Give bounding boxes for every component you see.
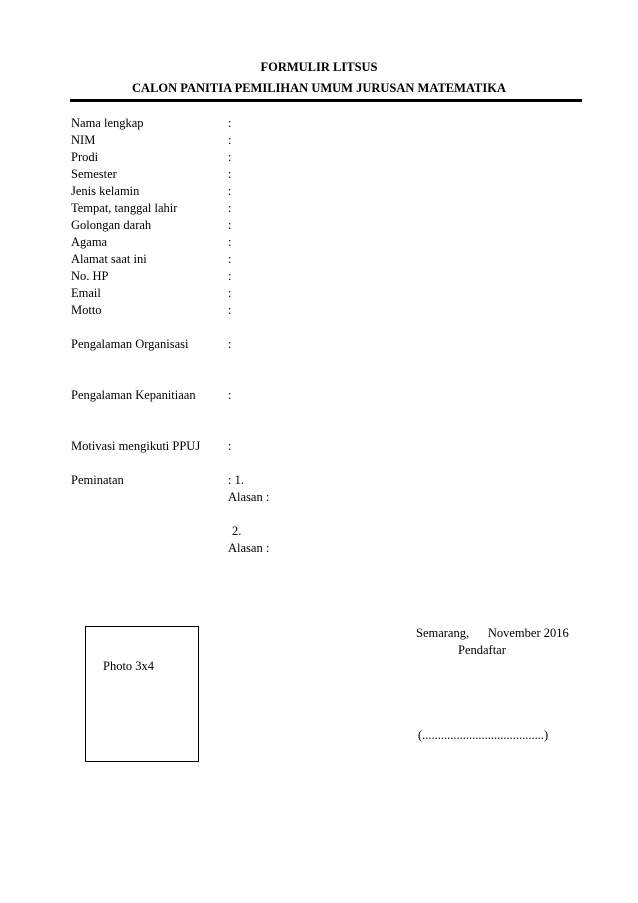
field-label-motivasi: Motivasi mengikuti PPUJ [71, 439, 201, 453]
field-colon: : [228, 286, 232, 300]
field-label-pengalaman-organisasi: Pengalaman Organisasi [71, 337, 189, 351]
field-colon: : [228, 269, 232, 283]
field-label-email: Email [71, 286, 101, 300]
form-title: FORMULIR LITSUS [260, 60, 378, 74]
field-label-golongan-darah: Golongan darah [71, 218, 152, 232]
field-colon: : [228, 133, 232, 147]
signature-role: Pendaftar [458, 643, 506, 657]
field-label-nama: Nama lengkap [71, 116, 144, 130]
field-colon: : [228, 218, 232, 232]
field-label-peminatan: Peminatan [71, 473, 124, 487]
field-label-agama: Agama [71, 235, 108, 249]
field-label-motto: Motto [71, 303, 102, 317]
header-divider [70, 99, 582, 102]
form-subtitle: CALON PANITIA PEMILIHAN UMUM JURUSAN MATEMATIKA [132, 81, 506, 95]
field-label-nim: NIM [71, 133, 96, 147]
signature-place-date: Semarang, November 2016 [416, 626, 569, 640]
field-label-tempat-tanggal-lahir: Tempat, tanggal lahir [71, 201, 178, 215]
field-colon: : [228, 235, 232, 249]
field-label-alamat: Alamat saat ini [71, 252, 147, 266]
interest-second-reason-label: Alasan : [228, 541, 270, 555]
field-colon: : [228, 150, 232, 164]
interest-second-number: 2. [232, 524, 242, 538]
signature-blank: (.......................................) [418, 728, 549, 742]
field-colon: : [228, 167, 232, 181]
photo-label: Photo 3x4 [103, 659, 155, 673]
field-colon: : [228, 303, 232, 317]
field-colon: : [228, 252, 232, 266]
field-label-no-hp: No. HP [71, 269, 109, 283]
field-label-pengalaman-kepanitiaan: Pengalaman Kepanitiaan [71, 388, 196, 402]
field-colon: : [228, 388, 232, 402]
field-colon: : [228, 184, 232, 198]
interest-first-reason-label: Alasan : [228, 490, 270, 504]
field-label-jenis-kelamin: Jenis kelamin [71, 184, 140, 198]
field-colon: : [228, 439, 232, 453]
field-label-semester: Semester [71, 167, 117, 181]
field-colon: : [228, 116, 232, 130]
interest-first-number: : 1. [228, 473, 244, 487]
field-colon: : [228, 201, 232, 215]
field-label-prodi: Prodi [71, 150, 99, 164]
photo-placeholder-box [85, 626, 199, 762]
field-colon: : [228, 337, 232, 351]
